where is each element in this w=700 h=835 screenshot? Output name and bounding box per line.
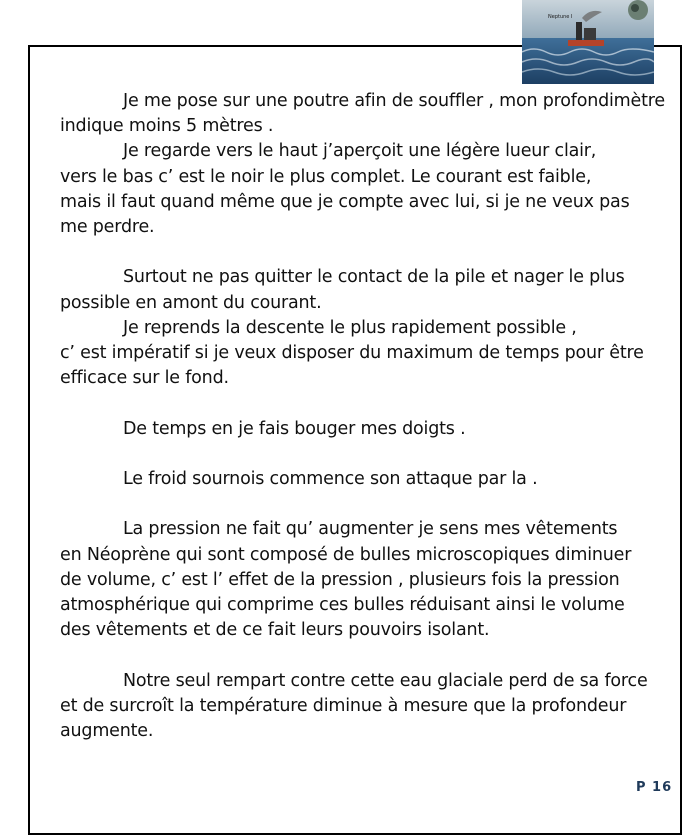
- text-line: La pression ne fait qu’ augmenter je sens mes vêtements: [123, 519, 618, 540]
- text-line: Je reprends la descente le plus rapidement possible ,: [123, 317, 577, 338]
- text-line: vers le bas c’ est le noir le plus complet. Le courant est faible,: [60, 166, 592, 187]
- page-number: P 16: [636, 780, 673, 795]
- story-text: [60, 89, 680, 744]
- text-line: en Néoprène qui sont composé de bulles microscopiques diminuer: [60, 544, 632, 565]
- text-line: de volume, c’ est l’ effet de la pression , plusieurs fois la pression: [60, 569, 620, 590]
- paragraph-gap: [60, 492, 680, 517]
- text-line: atmosphérique qui comprime ces bulles réduisant ainsi le volume: [60, 595, 625, 615]
- text-line: me perdre.: [60, 217, 155, 238]
- text-line: possible en amont du courant.: [60, 292, 322, 313]
- paragraph-gap: [60, 240, 680, 265]
- text-line: c’ est impératif si je veux disposer du maximum de temps pour être: [60, 343, 644, 364]
- text-line: mais il faut quand même que je compte avec lui, si je ne veux pas: [60, 191, 630, 212]
- text-line: Le froid sournois commence son attaque par la .: [123, 469, 538, 489]
- paragraph-gap: [60, 391, 680, 416]
- text-line: Je me pose sur une poutre afin de souffler , mon profondimètre: [123, 91, 665, 111]
- paragraph-gap: [60, 442, 680, 467]
- text-line: Notre seul rempart contre cette eau glaciale perd de sa force: [123, 670, 648, 691]
- text-line: De temps en je fais bouger mes doigts .: [123, 418, 466, 439]
- text-line: des vêtements et de ce fait leurs pouvoirs isolant.: [60, 620, 490, 641]
- text-line: augmente.: [60, 721, 154, 741]
- text-line: et de surcroît la température diminue à mesure que la profondeur: [60, 695, 627, 716]
- thumbnail-caption: Neptune I: [548, 14, 573, 20]
- ship-illustration: [522, 0, 654, 84]
- text-line: Je regarde vers le haut j’aperçoit une légère lueur clair,: [123, 141, 597, 162]
- paragraph-gap: [60, 643, 680, 668]
- text-line: indique moins 5 mètres .: [60, 116, 274, 137]
- text-line: Surtout ne pas quitter le contact de la pile et nager le plus: [123, 267, 625, 288]
- text-line: efficace sur le fond.: [60, 368, 229, 389]
